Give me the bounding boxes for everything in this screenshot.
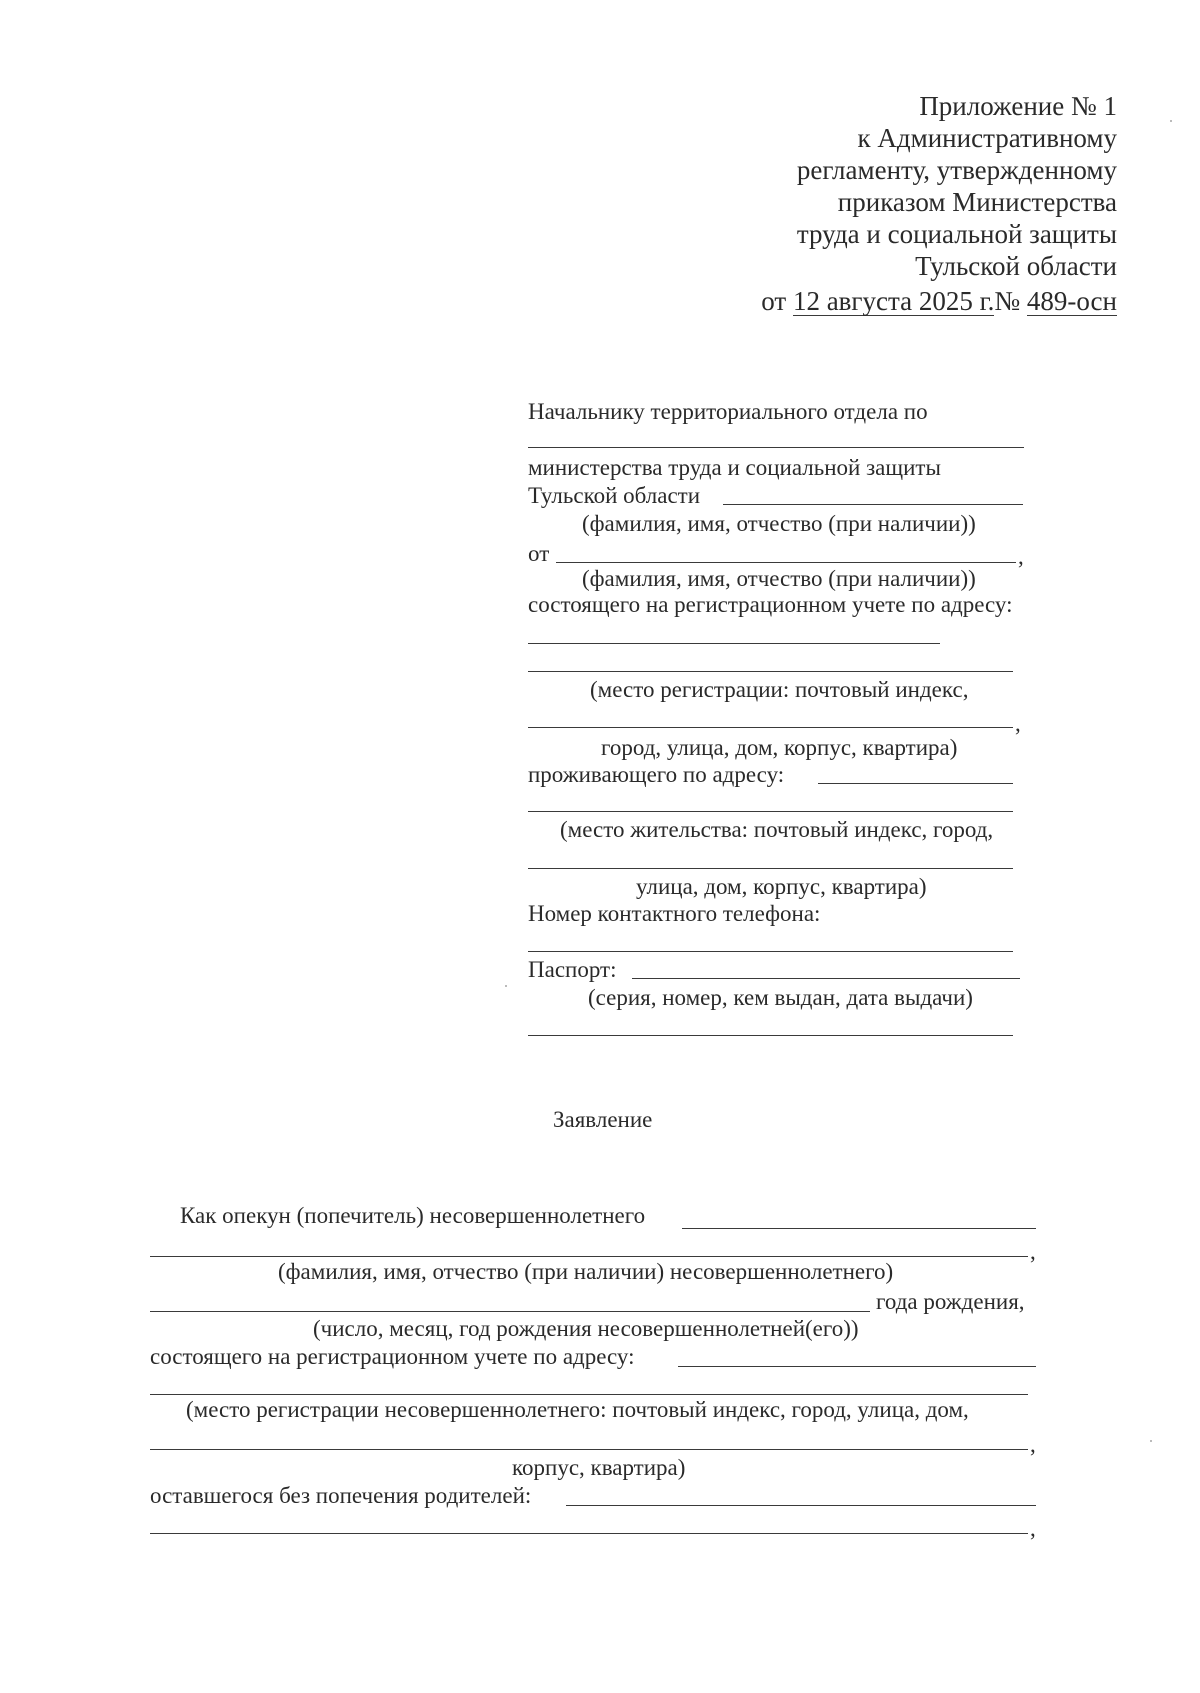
date-prefix: от — [761, 286, 793, 316]
header-line-ministry: труда и социальной защиты — [796, 219, 1117, 249]
residence-hint-1: (место жительства: почтовый индекс, город, — [560, 817, 994, 842]
minor-name-field-line-1[interactable] — [682, 1228, 1036, 1229]
applicant-name-field-line[interactable] — [556, 562, 1016, 563]
header-line-appendix: Приложение № 1 — [919, 91, 1117, 121]
passport-hint: (серия, номер, кем выдан, дата выдачи) — [588, 985, 973, 1010]
birth-date-hint: (число, месяц, год рождения несовершеннолетней(его)) — [313, 1316, 859, 1341]
guardian-label: Как опекун (попечитель) несовершеннолетнего — [180, 1203, 646, 1228]
header-line-regulation: к Административному — [857, 123, 1117, 153]
minor-reg-comma: , — [1030, 1432, 1036, 1457]
passport-label: Паспорт: — [528, 957, 617, 982]
reg-address-comma: , — [1015, 711, 1021, 736]
department-field-line[interactable] — [528, 447, 1024, 448]
residence-field-line-3[interactable] — [528, 868, 1013, 869]
minor-reg-label: состоящего на регистрационном учете по адресу: — [150, 1344, 635, 1369]
reg-address-field-line-3[interactable] — [528, 727, 1013, 728]
addressee-to-line: Начальнику территориального отдела по — [528, 399, 928, 424]
reg-address-field-line-2[interactable] — [528, 671, 1013, 672]
reg-address-field-line-1[interactable] — [528, 643, 940, 644]
from-comma: , — [1018, 544, 1024, 569]
minor-reg-field-line-3[interactable] — [150, 1449, 1028, 1450]
minor-fio-hint: (фамилия, имя, отчество (при наличии) несовершеннолетнего) — [278, 1259, 894, 1284]
order-date: 12 августа 2025 г. — [792, 286, 995, 316]
minor-reg-hint-2: корпус, квартира) — [512, 1455, 686, 1480]
header-line-approved: регламенту, утвержденному — [796, 155, 1117, 185]
passport-field-line-1[interactable] — [632, 978, 1020, 979]
minor-reg-hint-1: (место регистрации несовершеннолетнего: почтовый индекс, город, улица, дом, — [186, 1397, 969, 1422]
orphan-field-line-2[interactable] — [150, 1533, 1028, 1534]
order-number: 489-осн — [1026, 286, 1117, 316]
document-title: Заявление — [553, 1107, 653, 1132]
orphan-label: оставшегося без попечения родителей: — [150, 1483, 532, 1508]
scan-speck — [1170, 120, 1172, 122]
head-name-field-line[interactable] — [723, 504, 1023, 505]
applicant-fio-hint: (фамилия, имя, отчество (при наличии)) — [582, 566, 976, 591]
passport-field-line-2[interactable] — [528, 1035, 1013, 1036]
birth-date-field-line[interactable] — [150, 1311, 870, 1312]
residence-field-line-2[interactable] — [528, 811, 1013, 812]
reg-address-hint-2: город, улица, дом, корпус, квартира) — [601, 735, 958, 760]
from-label: от — [528, 541, 550, 566]
residence-hint-2: улица, дом, корпус, квартира) — [636, 874, 927, 899]
number-sign: № — [994, 286, 1027, 316]
scan-speck — [505, 985, 507, 987]
orphan-field-line-1[interactable] — [566, 1505, 1036, 1506]
header-date-line — [761, 287, 1117, 316]
minor-reg-field-line-1[interactable] — [678, 1366, 1036, 1367]
phone-label: Номер контактного телефона: — [528, 901, 821, 926]
minor-name-field-line-2[interactable] — [150, 1256, 1028, 1257]
addressee-ministry-line: министерства труда и социальной защиты — [528, 455, 941, 480]
minor-reg-field-line-2[interactable] — [150, 1394, 1028, 1395]
applicant-reg-label: состоящего на регистрационном учете по адресу: — [528, 592, 1013, 617]
orphan-comma: , — [1030, 1516, 1036, 1541]
header-line-order: приказом Министерства — [837, 187, 1117, 217]
header-line-region: Тульской области — [915, 251, 1117, 281]
scan-speck — [1150, 1440, 1152, 1442]
minor-name-comma: , — [1030, 1239, 1036, 1264]
birth-suffix: года рождения, — [876, 1289, 1025, 1314]
reg-address-hint-1: (место регистрации: почтовый индекс, — [590, 677, 969, 702]
addressee-region-label: Тульской области — [528, 483, 701, 508]
residence-field-line-1[interactable] — [818, 783, 1013, 784]
addressee-fio-hint: (фамилия, имя, отчество (при наличии)) — [582, 511, 976, 536]
residence-label: проживающего по адресу: — [528, 762, 785, 787]
phone-field-line[interactable] — [528, 951, 1013, 952]
